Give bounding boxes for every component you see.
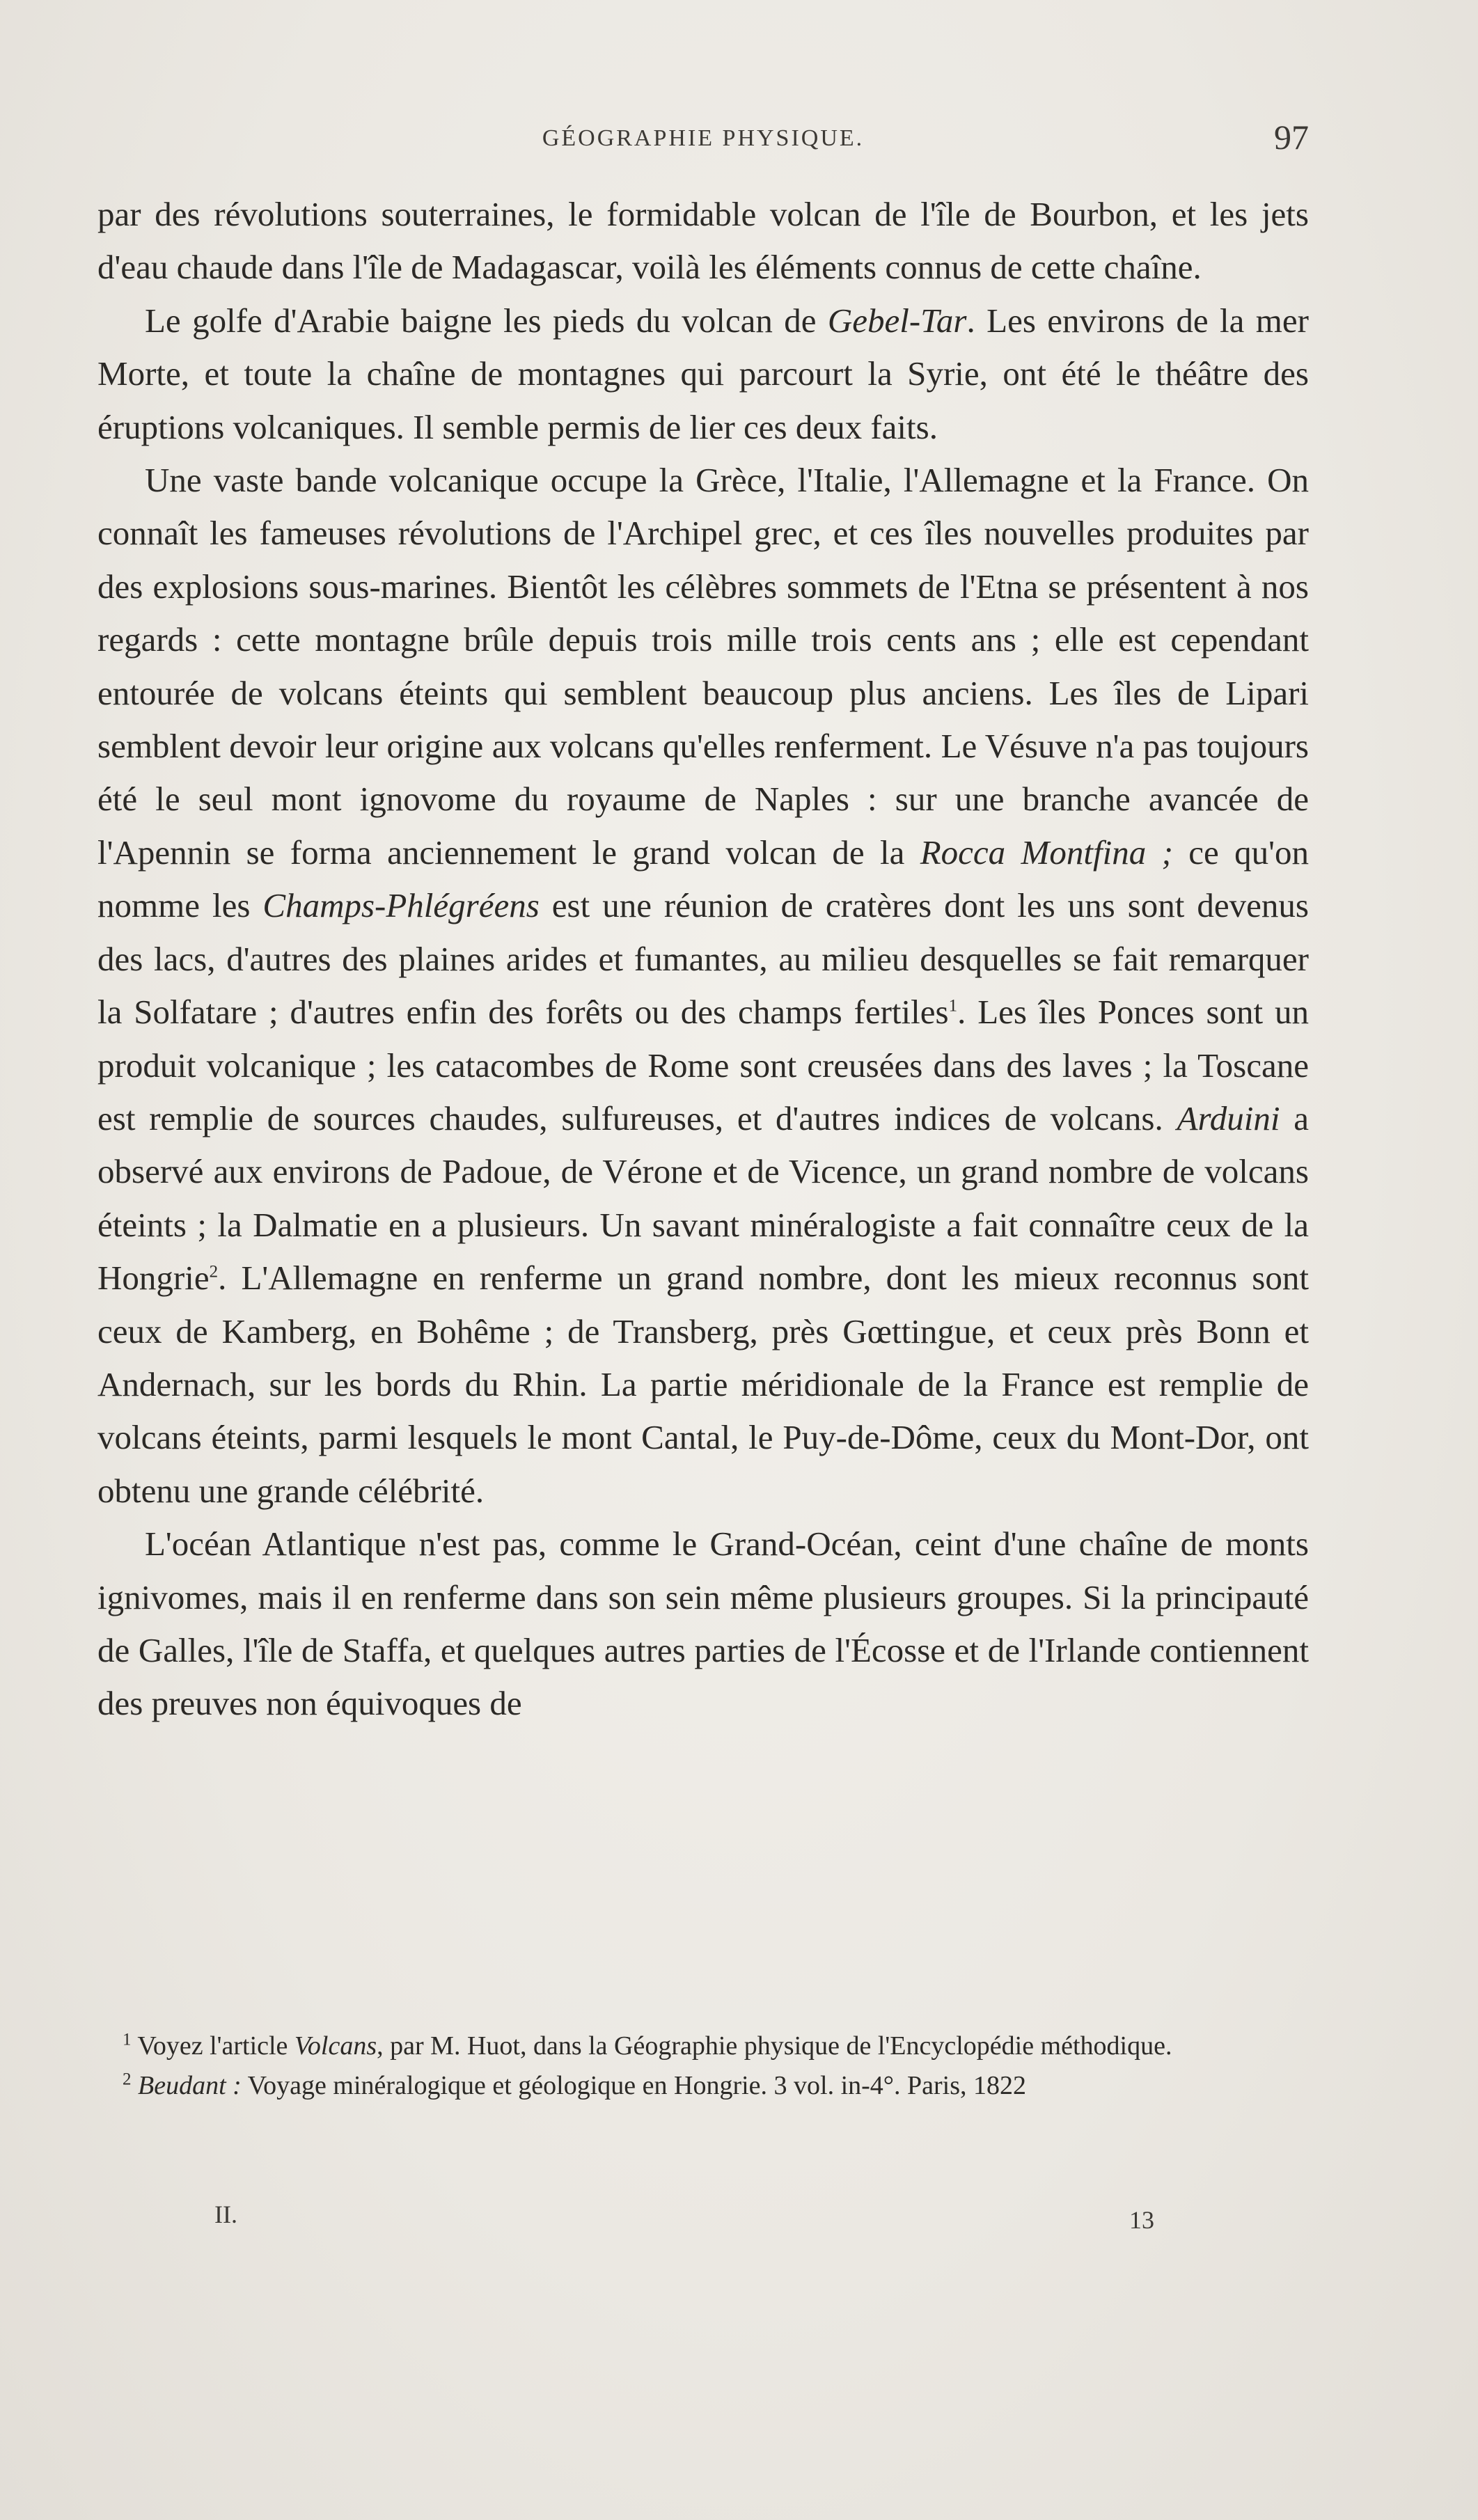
footnote-2-italic: Beudant : <box>138 2071 242 2100</box>
paragraph-2-text-a: Le golfe d'Arabie baigne les pieds du volcan de <box>145 301 828 340</box>
footnote-1-text-b: , par M. Huot, dans la Géographie physique de l'Encyclopédie méthodique. <box>377 2031 1172 2061</box>
footnote-1-mark: 1 <box>123 2030 132 2049</box>
footnote-ref-1: 1 <box>948 996 958 1016</box>
paragraph-1-text: par des révolutions souterraines, le formidable volcan de l'île de Bourbon, et les jets d'eau chaude dans l'île de Madagascar, voilà les éléments connus de cette chaîne. <box>97 195 1309 287</box>
paragraph-4 <box>97 1518 1309 1731</box>
volume-signature: II. <box>214 2200 237 2228</box>
paragraph-3-text-b: ce qu'on nomme les <box>97 833 1310 925</box>
paragraph-4-text: L'océan Atlantique n'est pas, comme le Grand-Océan, ceint d'une chaîne de monts ignivomes, mais il en renferme dans son sein même plusieurs groupes. Si la principauté de Galles, l'île de Staffa, et quelques autres parties de l'Écosse et de l'Irlande contiennent des preuves non équivoques de <box>97 1525 1309 1723</box>
paragraph-1 <box>97 188 1309 294</box>
paragraph-3-text-e: a observé aux environs de Padoue, de Vérone et de Vicence, un grand nombre de volcans éteints ; la Dalmatie en a plusieurs. Un savant minéralogiste a fait connaître ceux de la Hongrie <box>97 1098 1310 1298</box>
footnote-2 <box>97 2069 1309 2103</box>
sheet-signature: 13 <box>1129 2206 1154 2234</box>
footnote-2-text: Voyage minéralogique et géologique en Hongrie. 3 vol. in-4°. Paris, 1822 <box>241 2071 1026 2100</box>
page-header <box>97 117 1309 159</box>
arduini-name: Arduini <box>1177 1098 1280 1137</box>
paragraph-3 <box>97 454 1309 1518</box>
paragraph-2 <box>97 294 1309 454</box>
gebel-tar-term: Gebel-Tar <box>827 301 967 340</box>
footnote-1-italic: Volcans <box>294 2031 377 2061</box>
paragraph-3-text-f: . L'Allemagne en renferme un grand nombre, dont les mieux reconnus sont ceux de Kamberg, en Bohême ; de Transberg, près Gœttingue, et ceux près Bonn et Andernach, sur les bords du Rhin. La partie méridionale de la France est remplie de volcans éteints, parmi lesquels le mont Cantal, le Puy-de-Dôme, ceux du Mont-Dor, ont obtenu une grande célébrité. <box>97 1259 1309 1510</box>
footnote-2-mark: 2 <box>123 2070 132 2089</box>
champs-phlegreens-term: Champs-Phlégréens <box>262 886 540 925</box>
footnote-ref-2: 2 <box>209 1262 219 1282</box>
body-text <box>97 188 1309 1731</box>
rocca-montfina-term: Rocca Montfina ; <box>920 833 1173 872</box>
paragraph-3-text-a: Une vaste bande volcanique occupe la Grèce, l'Italie, l'Allemagne et la France. On connaît les fameuses révolutions de l'Archipel grec, et ces îles nouvelles produites par des explosions sous-marines. Bientôt les célèbres sommets de l'Etna se présentent à nos regards : cette montagne brûle depuis trois mille trois cents ans ; elle est cependant entourée de volcans éteints qui semblent beaucoup plus anciens. Les îles de Lipari semblent devoir leur origine aux volcans qu'elles renferment. Le Vésuve n'a pas toujours été le seul mont ignovome du royaume de Naples : sur une branche avancée de l'Apennin se forma anciennement le grand volcan de la <box>97 461 1309 872</box>
footnotes <box>97 2029 1309 2109</box>
paragraph-3-text-c: est une réunion de cratères dont les uns sont devenus des lacs, d'autres des plaines arides et fumantes, au milieu desquelles se fait remarquer la Solfatare ; d'autres enfin des forêts ou des champs fertiles <box>97 886 1309 1032</box>
running-head: GÉOGRAPHIE PHYSIQUE. <box>542 125 865 151</box>
paragraph-2-text-b: . Les environs de la mer Morte, et toute la chaîne de montagnes qui parcourt la Syrie, ont été le théâtre des éruptions volcaniques. Il semble permis de lier ces deux faits. <box>97 301 1309 446</box>
paragraph-3-text-d: . Les îles Ponces sont un produit volcanique ; les catacombes de Rome sont creusées dans des laves ; la Toscane est remplie de sources chaudes, sulfureuses, et d'autres indices de volcans. <box>97 993 1310 1137</box>
page-number: 97 <box>1274 118 1309 157</box>
footnote-1-text-a: Voyez l'article <box>131 2031 294 2061</box>
footnote-1 <box>97 2029 1309 2063</box>
